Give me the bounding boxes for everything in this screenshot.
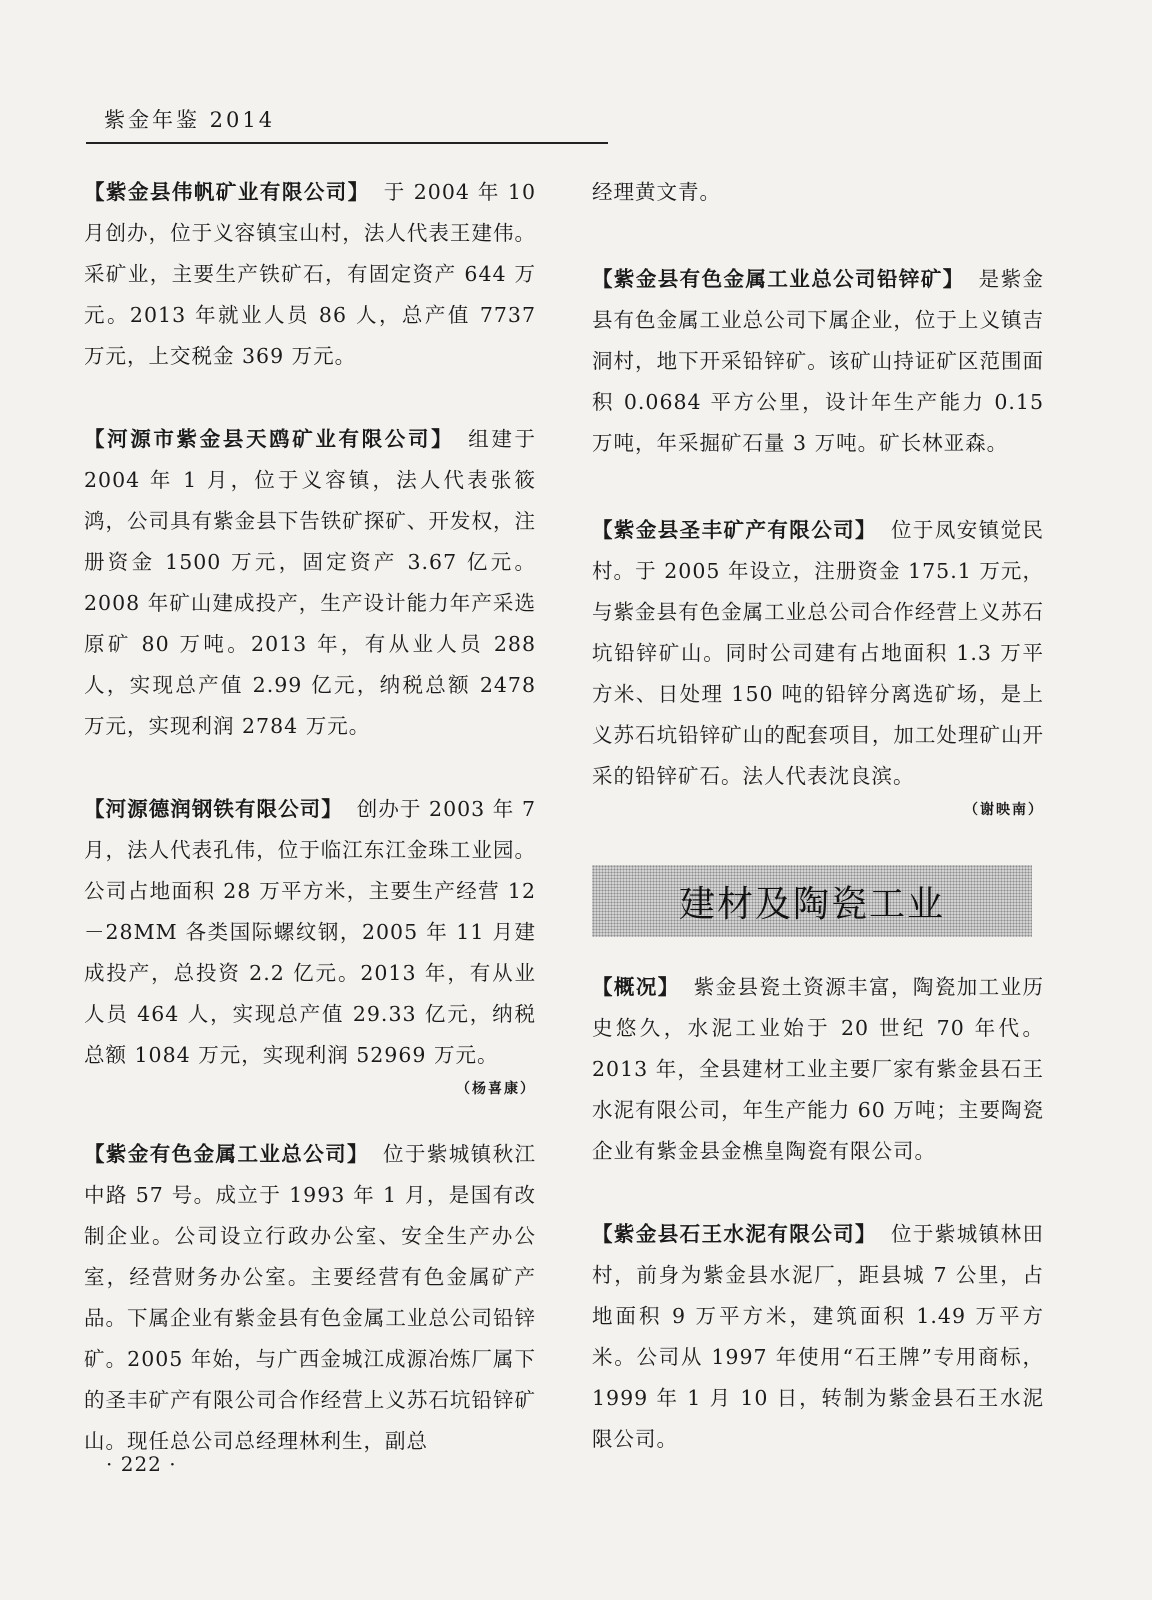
left-column xyxy=(84,172,536,1462)
entry-heading: 【河源市紫金县天鸥矿业有限公司】 xyxy=(84,427,455,451)
entry-heading: 【紫金县石王水泥有限公司】 xyxy=(592,1222,877,1246)
byline-xie: （谢映南） xyxy=(964,802,1044,818)
section-banner xyxy=(592,865,1032,937)
entry-qianxin xyxy=(592,259,1044,464)
page-number: · 222 · xyxy=(106,1452,177,1476)
right-column xyxy=(592,172,1044,1460)
entry-text: 是紫金县有色金属工业总公司下属企业，位于上义镇吉洞村，地下开采铅锌矿。该矿山持证矿区范围面积 0.0684 平方公里，设计年生产能力 0.15 万吨，年采掘矿石量 3 万吨。矿长林亚森。 xyxy=(592,267,1045,455)
entry-heading: 【紫金县伟帆矿业有限公司】 xyxy=(84,180,370,204)
entry-heading: 【概况】 xyxy=(592,975,680,999)
running-title: 紫金年鉴 2014 xyxy=(104,108,276,132)
entry-heading: 【紫金县有色金属工业总公司铅锌矿】 xyxy=(592,267,965,291)
entry-text: 创办于 2003 年 7 月，法人代表孔伟，位于临江东江金珠工业园。公司占地面积 28 万平方米，主要生产经营 12－28MM 各类国际螺纹钢，2005 年 11 月建成投产，总投资 2.2 亿元。2013 年，有从业人员 464 人，实现总产值 29.33 亿元，纳税总额 1084 万元，实现利润 52969 万元。 xyxy=(84,797,536,1067)
entry-text: 紫金县瓷土资源丰富，陶瓷加工业历史悠久，水泥工业始于 20 世纪 70 年代。2013 年，全县建材工业主要厂家有紫金县石王水泥有限公司，年生产能力 60 万吨；主要陶瓷企业有紫金县金樵皇陶瓷有限公司。 xyxy=(592,975,1045,1163)
header-rule xyxy=(86,142,608,144)
entry-tianou xyxy=(84,419,536,747)
continuation-text: 经理黄文青。 xyxy=(592,180,721,204)
entry-derun xyxy=(84,789,536,1076)
entry-heading: 【河源德润钢铁有限公司】 xyxy=(84,797,343,821)
entry-weifan xyxy=(84,172,536,377)
entry-text: 组建于 2004 年 1 月，位于义容镇，法人代表张筱鸿，公司具有紫金县下告铁矿探矿、开发权，注册资金 1500 万元，固定资产 3.67 亿元。2008 年矿山建成投产，生产设计能力年产采选原矿 80 万吨。2013 年，有从业人员 288 人，实现总产值 2.99 亿元，纳税总额 2478 万元，实现利润 2784 万元。 xyxy=(84,427,537,738)
entry-youse xyxy=(84,1134,536,1462)
section-title: 建材及陶瓷工业 xyxy=(678,883,945,925)
entry-heading: 【紫金有色金属工业总公司】 xyxy=(84,1142,369,1166)
entry-text: 位于紫城镇林田村，前身为紫金县水泥厂，距县城 7 公里，占地面积 9 万平方米，建筑面积 1.49 万平方米。公司从 1997 年使用“石王牌”专用商标，1999 年 1 月 10 日，转制为紫金县石王水泥限公司。 xyxy=(592,1222,1045,1451)
entry-text: 位于凤安镇觉民村。于 2005 年设立，注册资金 175.1 万元，与紫金县有色金属工业总公司合作经营上义苏石坑铅锌矿山。同时公司建有占地面积 1.3 万平方米、日处理 150 吨的铅锌分离选矿场，是上义苏石坑铅锌矿山的配套项目，加工处理矿山开采的铅锌矿石。法人代表沈良滨。 xyxy=(592,518,1045,788)
entry-shiwang xyxy=(592,1214,1044,1460)
entry-text: 于 2004 年 10 月创办，位于义容镇宝山村，法人代表王建伟。采矿业，主要生产铁矿石，有固定资产 644 万元。2013 年就业人员 86 人，总产值 7737 万元，上交税金 369 万元。 xyxy=(84,180,536,368)
entry-overview xyxy=(592,967,1044,1172)
entry-text: 位于紫城镇秋江中路 57 号。成立于 1993 年 1 月，是国有改制企业。公司设立行政办公室、安全生产办公室，经营财务办公室。主要经营有色金属矿产品。下属企业有紫金县有色金属工业总公司铅锌矿。2005 年始，与广西金城江成源冶炼厂属下的圣丰矿产有限公司合作经营上义苏石坑铅锌矿山。现任总公司总经理林利生，副总 xyxy=(84,1142,537,1453)
entry-shengfeng xyxy=(592,510,1044,797)
entry-heading: 【紫金县圣丰矿产有限公司】 xyxy=(592,518,877,542)
byline-yang: （杨喜康） xyxy=(456,1081,536,1097)
